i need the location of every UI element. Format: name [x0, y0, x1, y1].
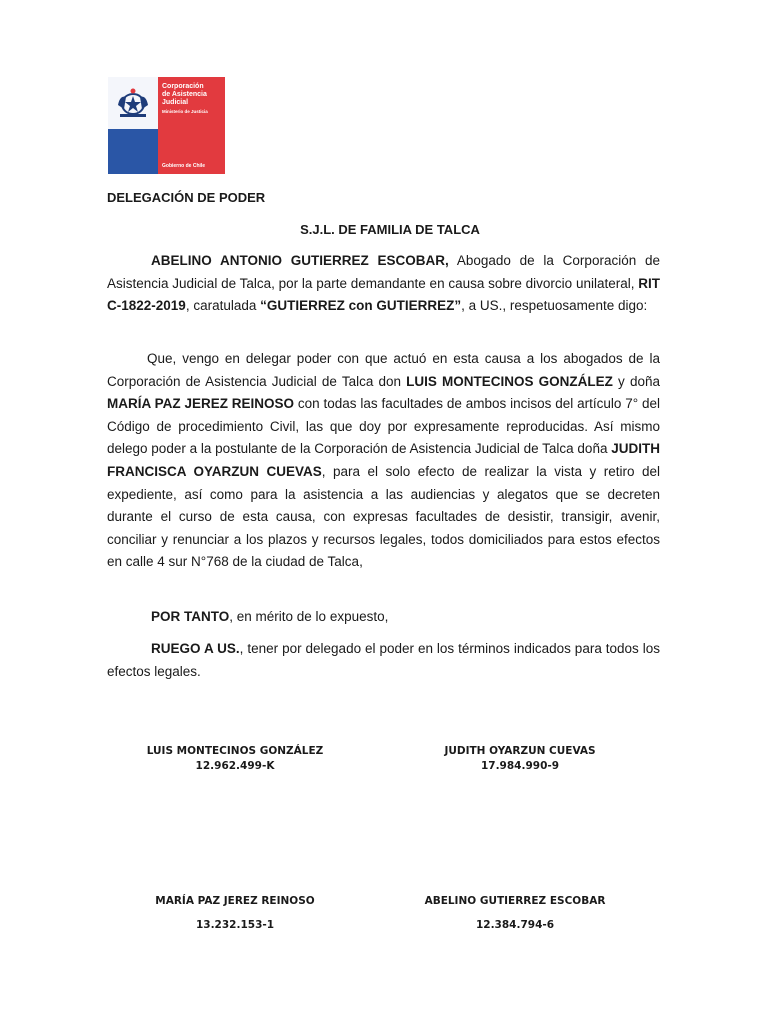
delegate-name-2: MARÍA PAZ JEREZ REINOSO [107, 396, 295, 412]
logo-org-name: Corporación de Asistencia Judicial [162, 83, 207, 106]
logo-blue-panel [108, 77, 158, 174]
request-paragraph [107, 638, 660, 683]
intro-text-1: Abogado de la Corporación de Asistencia Judicial de Talca, por la parte demandante en causa sobre divorcio unilateral, [107, 253, 660, 291]
request-label: RUEGO A US. [151, 641, 240, 656]
request-text: , tener por delegado el poder en los términos indicados para todos los efectos legales. [107, 641, 660, 679]
logo-government: Gobierno de Chile [162, 163, 206, 169]
signatory-name: MARÍA PAZ JEREZ REINOSO [155, 895, 315, 907]
signature-block [410, 895, 620, 931]
delegation-text-4: , para el solo efecto de realizar la vista y retiro del expediente, así como para la asistencia a las audiencias y alegatos que se decreten durante el curso de esta causa, con expresas facultades de desistir, transigir, avenir, conciliar y renunciar a los plazos y recursos legales, todos domiciliados para estos efectos en calle 4 sur N°768 de la ciudad de Talca, [107, 463, 660, 570]
signatory-name: JUDITH OYARZUN CUEVAS [444, 745, 596, 757]
signatory-name: ABELINO GUTIERREZ ESCOBAR [424, 895, 606, 907]
signature-block [125, 745, 345, 772]
signature-block [125, 895, 345, 931]
delegation-text-2: y doña [612, 373, 660, 389]
signatory-id: 17.984.990-9 [480, 760, 560, 772]
logo-ministry: Ministerio de Justicia [162, 109, 208, 114]
signature-block [420, 745, 620, 772]
delegate-name-3: JUDITH FRANCISCA OYARZUN CUEVAS [107, 441, 660, 479]
intro-paragraph [107, 250, 660, 318]
signatory-id: 13.232.153-1 [195, 919, 275, 931]
por-tanto-paragraph [107, 606, 660, 629]
por-tanto-text: , en mérito de lo expuesto, [229, 609, 389, 624]
logo-red-panel [158, 77, 225, 174]
signatory-id: 12.384.794-6 [475, 919, 555, 931]
coat-of-arms-icon [114, 85, 152, 119]
court-heading: S.J.L. DE FAMILIA DE TALCA [300, 222, 480, 237]
organization-logo [108, 77, 225, 174]
delegation-paragraph [107, 348, 660, 574]
case-caption: “GUTIERREZ con GUTIERREZ” [260, 298, 462, 314]
por-tanto-label: POR TANTO [151, 609, 230, 624]
delegation-text-3: con todas las facultades de ambos incisos del artículo 7° del Código de procedimiento Civil, las que doy por expresamente reproducidas. Así mismo delego poder a la postulante de la Corporación de Asistencia Judicial de Talca doña [107, 396, 660, 457]
delegate-name-1: LUIS MONTECINOS GONZÁLEZ [406, 373, 613, 389]
lawyer-name: ABELINO ANTONIO GUTIERREZ ESCOBAR, [151, 253, 449, 268]
intro-text-2: , caratulada [185, 298, 261, 314]
signatory-name: LUIS MONTECINOS GONZÁLEZ [146, 745, 324, 757]
intro-text-3: , a US., respetuosamente digo: [461, 298, 648, 314]
document-title: DELEGACIÓN DE PODER [107, 190, 266, 205]
delegation-text-1: Que, vengo en delegar poder con que actuó en esta causa a los abogados de la Corporación de Asistencia Judicial de Talca don [107, 351, 660, 389]
signatory-id: 12.962.499-K [195, 760, 275, 772]
case-number: RIT C-1822-2019 [107, 275, 660, 314]
